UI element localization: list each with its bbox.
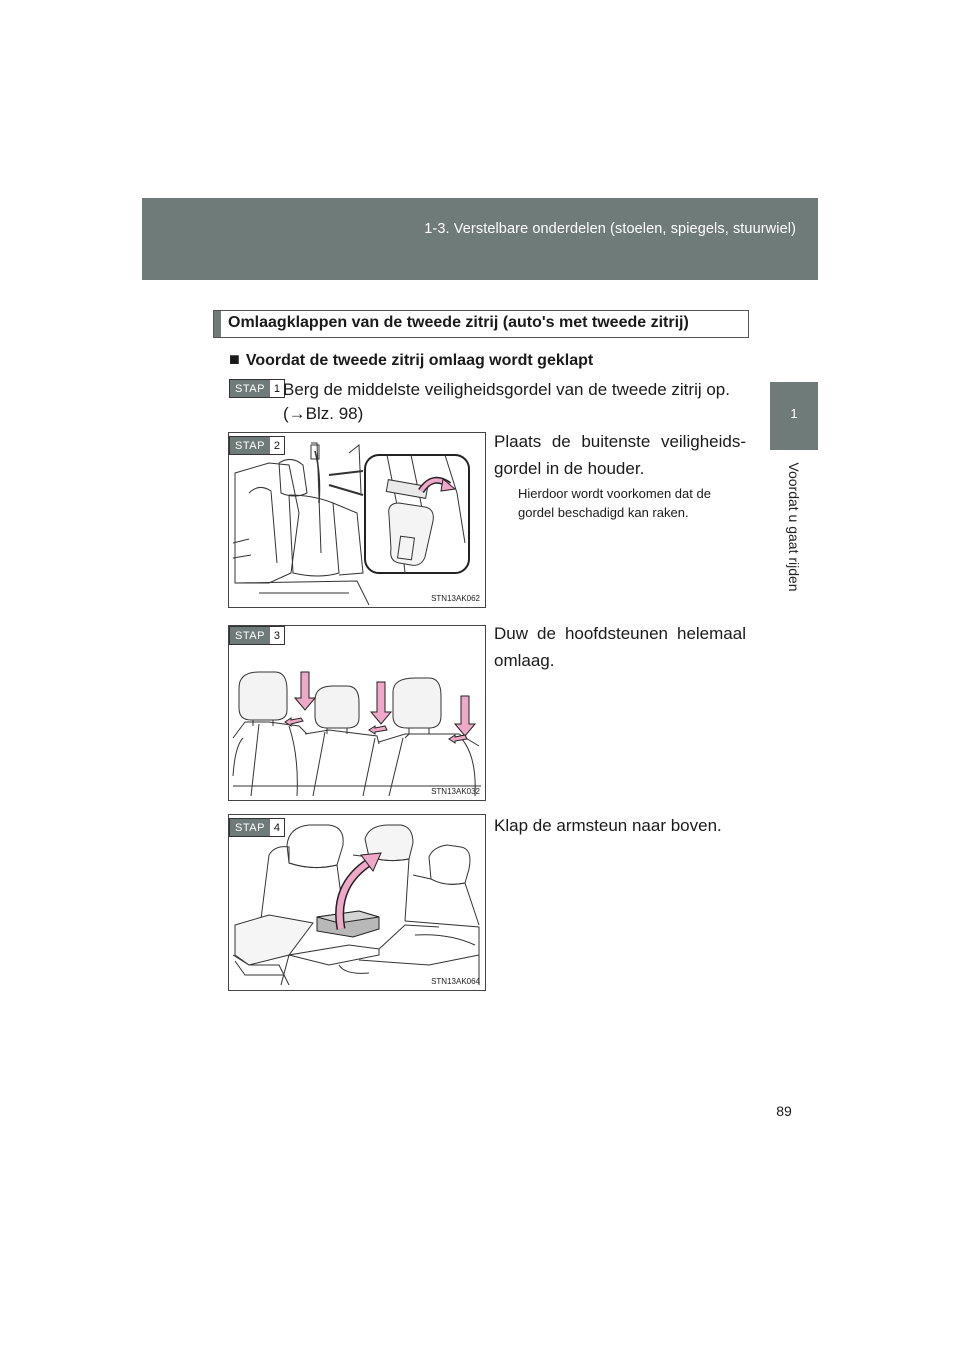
seatbelt-holder-illustration [229, 433, 485, 607]
section-title: Omlaagklappen van de tweede zitrij (auto's met tweede zitrij) [228, 314, 689, 331]
step-badge-label: STAP [230, 437, 270, 454]
step-badge-number: 1 [270, 380, 284, 397]
step-4-text: Klap de armsteun naar boven. [494, 816, 722, 835]
step-4-badge [229, 818, 285, 837]
chapter-side-label: Voordat u gaat rijden [786, 462, 802, 592]
step-badge-number: 3 [270, 627, 284, 644]
chapter-title: 1-3. Verstelbare onderdelen (stoelen, spiegels, stuurwiel) [424, 221, 796, 237]
step-1-text: Berg de middelste veiligheidsgordel van de tweede zitrij op. [283, 380, 730, 399]
step-3-text: Duw de hoofdsteunen helemaal omlaag. [494, 624, 746, 670]
step-badge-number: 4 [270, 819, 284, 836]
headrest-illustration [229, 626, 485, 800]
subheading-text: Voordat de tweede zitrij omlaag wordt geklapt [245, 352, 594, 369]
chapter-header [142, 198, 818, 280]
step-2-note: Hierdoor wordt voorkomen dat de gordel beschadigd kan raken. [518, 486, 711, 520]
figure-code: STN13AK032 [431, 787, 480, 796]
step-2-badge [229, 436, 285, 455]
section-title-bar [214, 311, 221, 337]
step-1-badge [229, 379, 285, 398]
step-badge-label: STAP [230, 819, 270, 836]
figure-code: STN13AK062 [431, 594, 480, 603]
chapter-tab [770, 382, 818, 450]
step-3-figure [228, 625, 486, 801]
chapter-tab-number: 1 [790, 406, 798, 421]
step-1-reference: (→Blz. 98) [283, 404, 364, 423]
subheading [229, 349, 593, 370]
step-badge-label: STAP [230, 627, 270, 644]
step-2-text: Plaats de buitenste veiligheids-gordel in de houder. [494, 432, 746, 478]
armrest-illustration [229, 815, 485, 990]
figure-code: STN13AK064 [431, 977, 480, 986]
section-title-box [213, 310, 749, 338]
step-3-badge [229, 626, 285, 645]
square-bullet-icon: ■ [229, 349, 240, 369]
step-4-figure [228, 814, 486, 991]
page-number: 89 [776, 1103, 792, 1119]
step-2-figure [228, 432, 486, 608]
step-badge-label: STAP [230, 380, 270, 397]
step-badge-number: 2 [270, 437, 284, 454]
